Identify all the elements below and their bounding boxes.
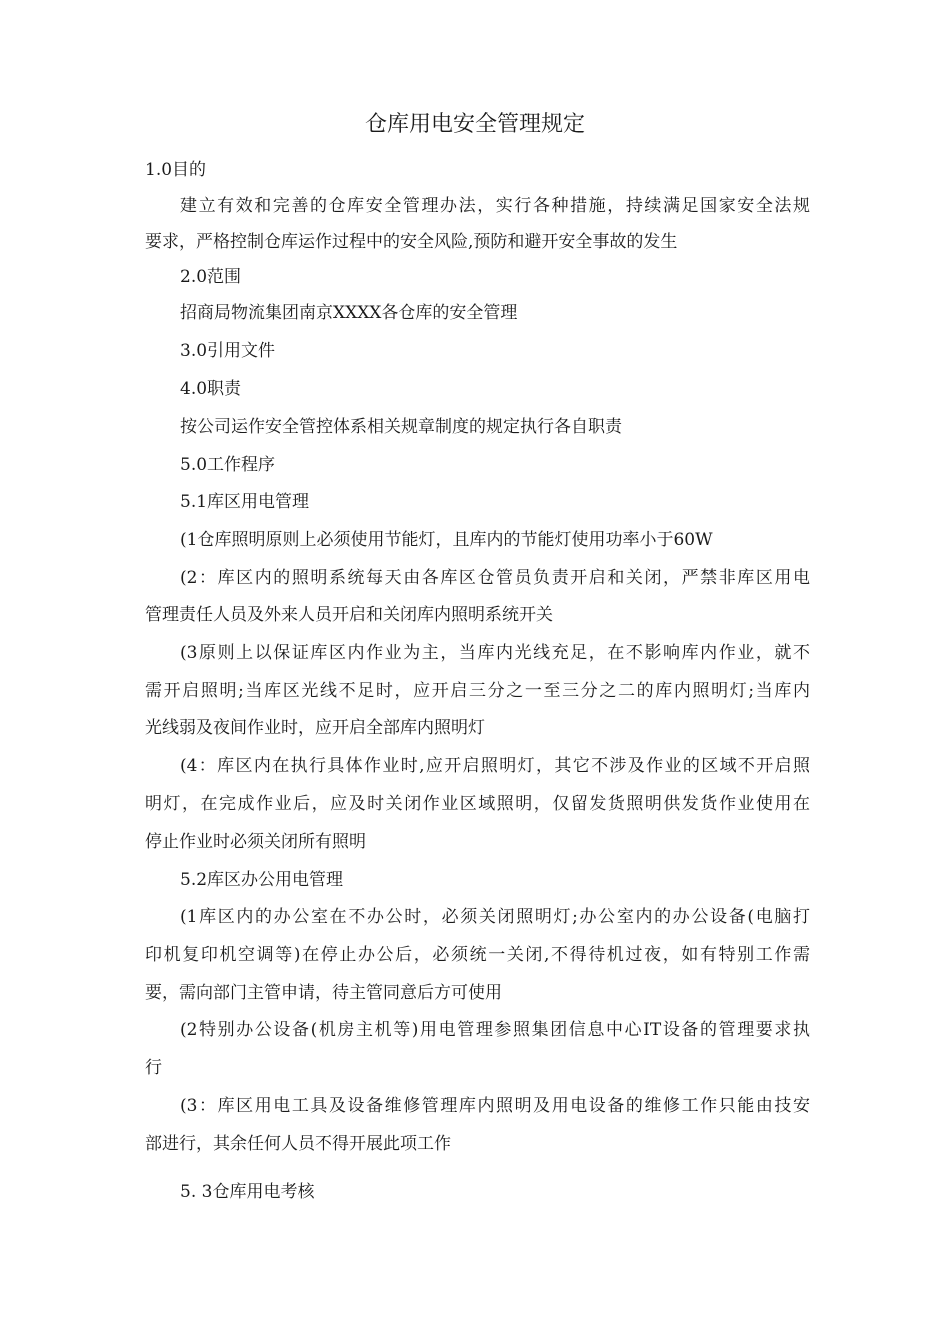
paragraph-line: (4：库区内在执行具体作业时,应开启照明灯，其它不涉及作业的区域不开启照 bbox=[180, 756, 810, 776]
paragraph-line: (3原则上以保证库区内作业为主，当库内光线充足，在不影响库内作业，就不 bbox=[180, 643, 810, 663]
paragraph-line: 要，需向部门主管申请，待主管同意后方可使用 bbox=[145, 983, 502, 1003]
paragraph-line: 需开启照明;当库区光线不足时，应开启三分之一至三分之二的库内照明灯;当库内 bbox=[145, 681, 810, 701]
paragraph-line: 招商局物流集团南京XXXX各仓库的安全管理 bbox=[180, 303, 518, 323]
document-title: 仓库用电安全管理规定 bbox=[364, 112, 585, 137]
heading-warehouse-power: 5.1库区用电管理 bbox=[180, 492, 310, 512]
paragraph-line: 按公司运作安全管控体系相关规章制度的规定执行各自职责 bbox=[180, 417, 622, 437]
paragraph-line: (1库区内的办公室在不办公时，必须关闭照明灯;办公室内的办公设备(电脑打 bbox=[180, 907, 810, 927]
paragraph-line: 要求，严格控制仓库运作过程中的安全风险,预防和避开安全事故的发生 bbox=[145, 232, 678, 252]
heading-responsibilities: 4.0职责 bbox=[180, 379, 242, 399]
paragraph-line: 明灯，在完成作业后，应及时关闭作业区域照明，仅留发货照明供发货作业使用在 bbox=[145, 794, 810, 814]
heading-office-power: 5.2库区办公用电管理 bbox=[180, 870, 344, 890]
heading-references: 3.0引用文件 bbox=[180, 341, 276, 361]
paragraph-line: (2：库区内的照明系统每天由各库区仓管员负责开启和关闭，严禁非库区用电 bbox=[180, 568, 810, 588]
paragraph-line: (2特别办公设备(机房主机等)用电管理参照集团信息中心IT设备的管理要求执 bbox=[180, 1020, 810, 1040]
heading-assessment: 5. 3仓库用电考核 bbox=[180, 1182, 315, 1202]
paragraph-line: 停止作业时必须关闭所有照明 bbox=[145, 832, 366, 852]
paragraph-line: 部进行，其余任何人员不得开展此项工作 bbox=[145, 1134, 451, 1154]
paragraph-line: (1仓库照明原则上必须使用节能灯，且库内的节能灯使用功率小于60W bbox=[180, 530, 713, 550]
paragraph-line: (3：库区用电工具及设备维修管理库内照明及用电设备的维修工作只能由技安 bbox=[180, 1096, 810, 1116]
paragraph-line: 建立有效和完善的仓库安全管理办法，实行各种措施，持续满足国家安全法规 bbox=[180, 196, 810, 216]
paragraph-line: 管理责任人员及外来人员开启和关闭库内照明系统开关 bbox=[145, 605, 553, 625]
heading-scope: 2.0范围 bbox=[180, 267, 242, 287]
heading-procedure: 5.0工作程序 bbox=[180, 455, 276, 475]
paragraph-line: 行 bbox=[145, 1058, 162, 1078]
paragraph-line: 光线弱及夜间作业时，应开启全部库内照明灯 bbox=[145, 718, 485, 738]
paragraph-line: 印机复印机空调等)在停止办公后，必须统一关闭,不得待机过夜，如有特别工作需 bbox=[145, 945, 810, 965]
heading-purpose: 1.0目的 bbox=[145, 160, 207, 180]
